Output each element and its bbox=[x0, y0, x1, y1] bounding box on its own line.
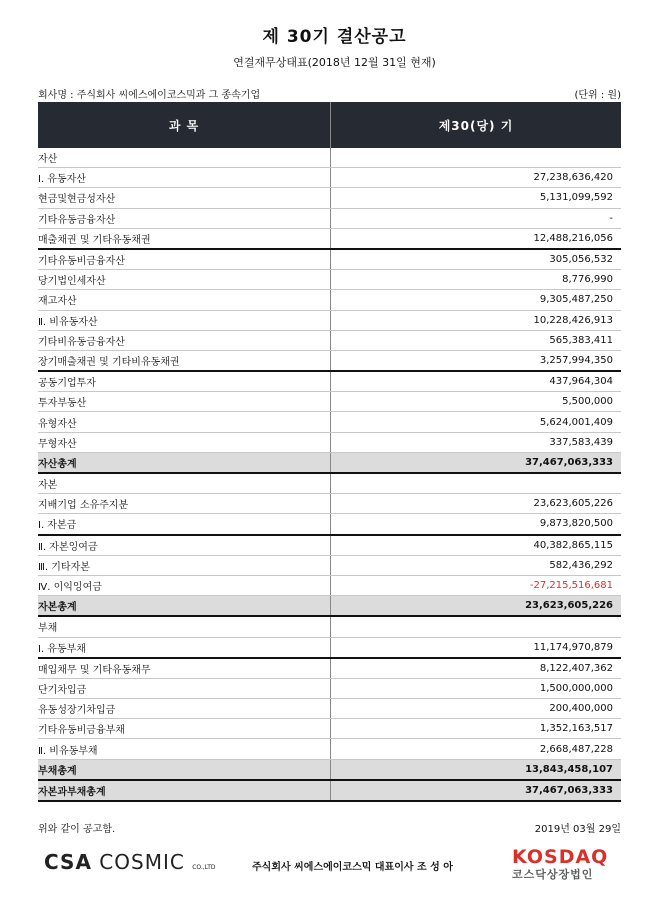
notice-title: 제 30기 결산공고 bbox=[262, 27, 407, 47]
account-value: 8,776,990 bbox=[331, 270, 622, 290]
table-row bbox=[38, 473, 621, 494]
account-name: 기타유동비금융부채 bbox=[38, 719, 331, 739]
table-row bbox=[38, 432, 621, 452]
total-row bbox=[38, 780, 621, 801]
table-row bbox=[38, 290, 621, 310]
logo-cosmic-text: COSMIC bbox=[99, 850, 185, 874]
account-value: 5,500,000 bbox=[331, 392, 622, 412]
account-value: 37,467,063,333 bbox=[331, 780, 622, 801]
account-name: Ⅰ. 자본금 bbox=[38, 514, 331, 535]
account-value: 200,400,000 bbox=[331, 699, 622, 719]
account-name: 무형자산 bbox=[38, 432, 331, 452]
account-value: 11,174,970,879 bbox=[331, 637, 622, 658]
account-value: 23,623,605,226 bbox=[331, 494, 622, 514]
table-header-row bbox=[38, 102, 621, 148]
account-value: 10,228,426,913 bbox=[331, 310, 622, 330]
account-name: 투자부동산 bbox=[38, 392, 331, 412]
table-row bbox=[38, 148, 621, 168]
table-row bbox=[38, 719, 621, 739]
logo-suffix-text: CO.,LTD bbox=[192, 864, 216, 871]
account-value: 3,257,994,350 bbox=[331, 350, 622, 371]
account-name: Ⅱ. 비유동부채 bbox=[38, 739, 331, 759]
total-row bbox=[38, 452, 621, 473]
account-value: 27,238,636,420 bbox=[331, 168, 622, 188]
account-value: 1,352,163,517 bbox=[331, 719, 622, 739]
company-name: 회사명 : 주식회사 씨에스에이코스믹과 그 종속기업 bbox=[38, 90, 261, 101]
table-row bbox=[38, 658, 621, 679]
account-name: 자산 bbox=[38, 148, 331, 168]
table-row bbox=[38, 270, 621, 290]
account-name: 유형자산 bbox=[38, 412, 331, 432]
table-row bbox=[38, 535, 621, 556]
kosdaq-logo bbox=[512, 846, 608, 882]
account-name: 매출채권 및 기타유동채권 bbox=[38, 228, 331, 249]
account-value: 337,583,439 bbox=[331, 432, 622, 452]
account-name: 단기차입금 bbox=[38, 678, 331, 698]
table-row bbox=[38, 575, 621, 595]
statement-subtitle: 연결재무상태표(2018년 12월 31일 현재) bbox=[233, 56, 436, 69]
total-row bbox=[38, 759, 621, 780]
csa-cosmic-logo bbox=[44, 850, 215, 874]
account-value: 9,873,820,500 bbox=[331, 514, 622, 535]
table-row bbox=[38, 412, 621, 432]
account-value: 23,623,605,226 bbox=[331, 596, 622, 617]
kosdaq-listed-text: 코스닥상장법인 bbox=[512, 868, 594, 881]
account-value: 305,056,532 bbox=[331, 249, 622, 270]
table-row bbox=[38, 555, 621, 575]
account-name: 자본총계 bbox=[38, 596, 331, 617]
account-name: Ⅰ. 유동부채 bbox=[38, 637, 331, 658]
logo-csa-text: CSA bbox=[44, 850, 92, 874]
notice-closing: 위와 같이 공고함. bbox=[38, 824, 116, 835]
currency-unit: (단위 : 원) bbox=[574, 90, 621, 101]
table-row bbox=[38, 330, 621, 350]
account-value: 1,500,000,000 bbox=[331, 678, 622, 698]
table-row bbox=[38, 739, 621, 759]
table-row bbox=[38, 168, 621, 188]
account-value bbox=[331, 473, 622, 494]
account-name: 유동성장기차입금 bbox=[38, 699, 331, 719]
account-name: Ⅲ. 기타자본 bbox=[38, 555, 331, 575]
column-header-item: 과 목 bbox=[38, 102, 331, 148]
table-row bbox=[38, 208, 621, 228]
account-name: 자산총계 bbox=[38, 452, 331, 473]
account-name: 부채총계 bbox=[38, 759, 331, 780]
account-name: 당기법인세자산 bbox=[38, 270, 331, 290]
account-name: 기타유동비금융자산 bbox=[38, 249, 331, 270]
table-row bbox=[38, 514, 621, 535]
account-value: -27,215,516,681 bbox=[331, 575, 622, 595]
account-value: 13,843,458,107 bbox=[331, 759, 622, 780]
account-value: 40,382,865,115 bbox=[331, 535, 622, 556]
account-name: Ⅰ. 유동자산 bbox=[38, 168, 331, 188]
account-value: 437,964,304 bbox=[331, 371, 622, 392]
kosdaq-logo-text: KOSDAQ bbox=[512, 846, 609, 868]
table-row bbox=[38, 392, 621, 412]
account-value: 5,624,001,409 bbox=[331, 412, 622, 432]
table-row bbox=[38, 350, 621, 371]
account-value: 12,488,216,056 bbox=[331, 228, 622, 249]
account-value: 8,122,407,362 bbox=[331, 658, 622, 679]
account-value: - bbox=[331, 208, 622, 228]
account-value: 9,305,487,250 bbox=[331, 290, 622, 310]
table-row bbox=[38, 371, 621, 392]
balance-sheet-table bbox=[38, 102, 621, 802]
account-value: 582,436,292 bbox=[331, 555, 622, 575]
table-row bbox=[38, 249, 621, 270]
table-row bbox=[38, 188, 621, 208]
table-row bbox=[38, 310, 621, 330]
account-name: 장기매출채권 및 기타비유동채권 bbox=[38, 350, 331, 371]
table-row bbox=[38, 678, 621, 698]
account-value bbox=[331, 616, 622, 637]
account-name: Ⅱ. 자본잉여금 bbox=[38, 535, 331, 556]
table-row bbox=[38, 228, 621, 249]
table-row bbox=[38, 699, 621, 719]
table-row bbox=[38, 494, 621, 514]
table-row bbox=[38, 637, 621, 658]
account-name: 현금및현금성자산 bbox=[38, 188, 331, 208]
account-name: 매입채무 및 기타유동채무 bbox=[38, 658, 331, 679]
account-value: 37,467,063,333 bbox=[331, 452, 622, 473]
account-value: 5,131,099,592 bbox=[331, 188, 622, 208]
account-name: Ⅳ. 이익잉여금 bbox=[38, 575, 331, 595]
account-name: 자본과부채총계 bbox=[38, 780, 331, 801]
table-row bbox=[38, 616, 621, 637]
account-value: 2,668,487,228 bbox=[331, 739, 622, 759]
account-name: 공동기업투자 bbox=[38, 371, 331, 392]
column-header-period: 제30(당) 기 bbox=[331, 102, 622, 148]
account-name: 기타유동금융자산 bbox=[38, 208, 331, 228]
account-name: 재고자산 bbox=[38, 290, 331, 310]
account-value bbox=[331, 148, 622, 168]
table-body bbox=[38, 148, 621, 801]
total-row bbox=[38, 596, 621, 617]
account-name: 자본 bbox=[38, 473, 331, 494]
account-value: 565,383,411 bbox=[331, 330, 622, 350]
account-name: 지배기업 소유주지분 bbox=[38, 494, 331, 514]
account-name: 부채 bbox=[38, 616, 331, 637]
notice-date: 2019년 03월 29일 bbox=[534, 824, 621, 835]
ceo-signature-line: 주식회사 씨에스에이코스믹 대표이사 조 성 아 bbox=[252, 862, 453, 873]
account-name: Ⅱ. 비유동자산 bbox=[38, 310, 331, 330]
account-name: 기타비유동금융자산 bbox=[38, 330, 331, 350]
